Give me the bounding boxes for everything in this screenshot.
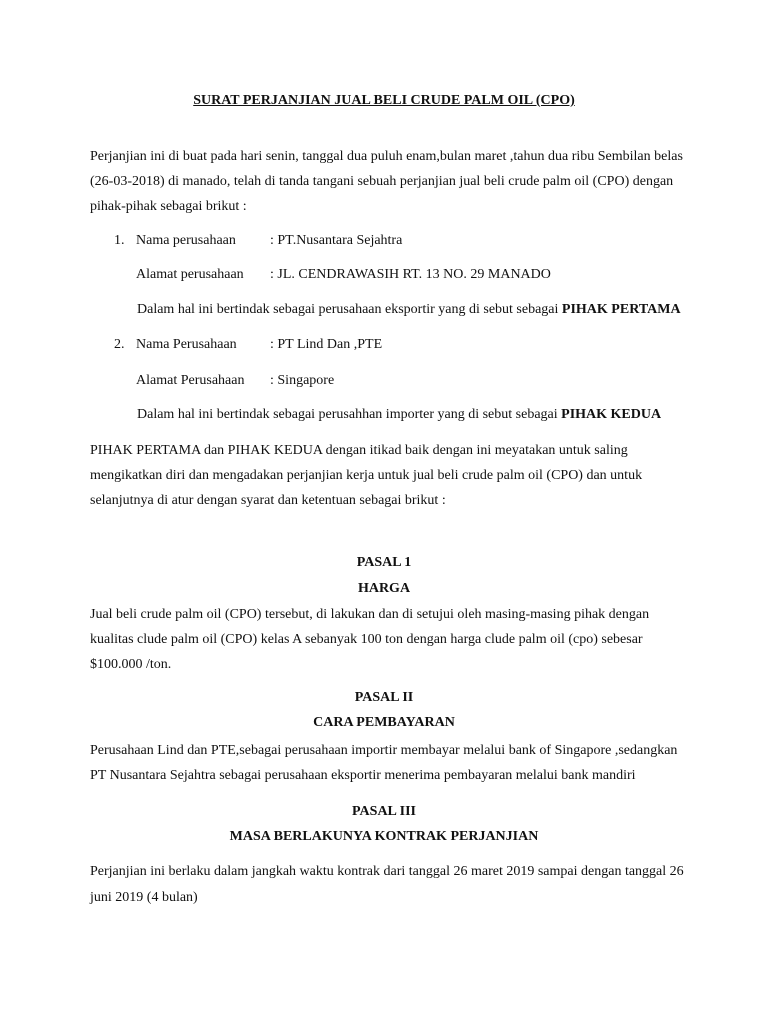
party1-name-label: Nama perusahaan	[136, 233, 236, 248]
party1-number: 1.	[114, 233, 125, 248]
party1-name-value: : PT.Nusantara Sejahtra	[270, 233, 403, 248]
pasal2-heading: CARA PEMBAYARAN	[313, 715, 455, 730]
party2-address-label: Alamat Perusahaan	[136, 373, 245, 388]
agreement-line-3: selanjutnya di atur dengan syarat dan ketentuan sebagai brikut :	[90, 493, 446, 508]
pasal1-number: PASAL 1	[356, 555, 412, 570]
party2-name-label: Nama Perusahaan	[136, 337, 237, 352]
pasal1-line-1: Jual beli crude palm oil (CPO) tersebut, di lakukan dan di setujui oleh masing-masing pihak dengan	[90, 607, 650, 622]
party1-role	[137, 301, 681, 319]
document-title: SURAT PERJANJIAN JUAL BELI CRUDE PALM OIL (CPO)	[193, 93, 575, 108]
party2-address-value: : Singapore	[270, 373, 335, 388]
party1-role-text: Dalam hal ini bertindak sebagai perusahaan eksportir yang di sebut sebagai	[137, 302, 559, 317]
party2-role-text: Dalam hal ini bertindak sebagai perusahhan importer yang di sebut sebagai	[137, 407, 558, 422]
pasal2-line-1: Perusahaan Lind dan PTE,sebagai perusahaan importir membayar melalui bank of Singapore ,sedangkan	[90, 743, 678, 758]
pasal2-number: PASAL II	[354, 690, 414, 705]
pasal1-line-3: $100.000 /ton.	[90, 657, 172, 672]
party2-role-name: PIHAK KEDUA	[561, 407, 662, 422]
pasal1-line-2: kualitas clude palm oil (CPO) kelas A sebanyak 100 ton dengan harga clude palm oil (cpo) sebesar	[90, 632, 643, 647]
party1-role-name: PIHAK PERTAMA	[561, 302, 681, 317]
agreement-line-1: PIHAK PERTAMA dan PIHAK KEDUA dengan itikad baik dengan ini meyatakan untuk saling	[90, 443, 628, 458]
agreement-line-2: mengikatkan diri dan mengadakan perjanjian kerja untuk jual beli crude palm oil (CPO) dan untuk	[90, 468, 643, 483]
pasal3-heading: MASA BERLAKUNYA KONTRAK PERJANJIAN	[229, 829, 539, 844]
party2-name-value: : PT Lind Dan ,PTE	[270, 337, 383, 352]
pasal3-number: PASAL III	[352, 804, 416, 819]
pasal2-line-2: PT Nusantara Sejahtra sebagai perusahaan eksportir menerima pembayaran melalui bank mandiri	[90, 768, 636, 783]
pasal3-line-1: Perjanjian ini berlaku dalam jangkah waktu kontrak dari tanggal 26 maret 2019 sampai dengan tanggal 26	[90, 864, 684, 879]
party2-role	[137, 406, 661, 424]
intro-line-1: Perjanjian ini di buat pada hari senin, tanggal dua puluh enam,bulan maret ,tahun dua ribu Sembilan belas	[90, 149, 683, 164]
party1-address-value: : JL. CENDRAWASIH RT. 13 NO. 29 MANADO	[270, 267, 551, 282]
pasal1-heading: HARGA	[357, 581, 411, 596]
intro-line-2: (26-03-2018) di manado, telah di tanda tangani sebuah perjanjian jual beli crude palm oil (CPO) dengan	[90, 174, 674, 189]
party1-address-label: Alamat perusahaan	[136, 267, 244, 282]
pasal3-line-2: juni 2019 (4 bulan)	[90, 890, 198, 905]
intro-line-3: pihak-pihak sebagai brikut :	[90, 199, 247, 214]
party2-number: 2.	[114, 337, 125, 352]
